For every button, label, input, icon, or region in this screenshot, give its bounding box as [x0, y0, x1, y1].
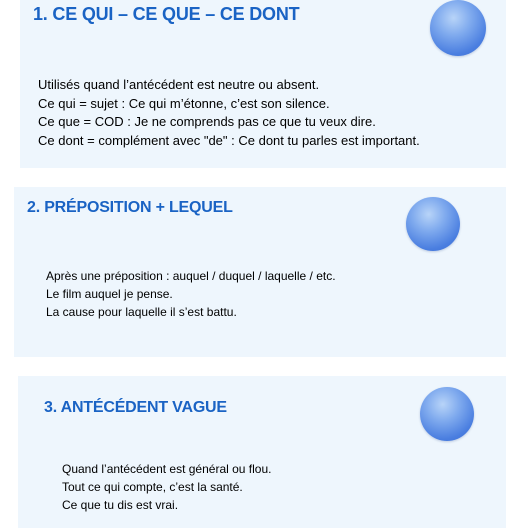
section-line: Ce que tu dis est vrai.	[62, 498, 179, 512]
section-line: La cause pour laquelle il s’est battu.	[46, 305, 237, 319]
section-title: 1. CE QUI – CE QUE – CE DONT	[33, 4, 300, 24]
blue-sphere-icon	[420, 387, 474, 441]
section-line: Quand l’antécédent est général ou flou.	[62, 462, 272, 476]
section-card-ce-qui-ce-que-ce-dont	[20, 0, 506, 168]
blue-sphere-icon	[406, 197, 460, 251]
section-body	[46, 267, 336, 321]
section-line: Après une préposition : auquel / duquel / laquelle / etc.	[46, 269, 336, 283]
section-line: Le film auquel je pense.	[46, 287, 173, 301]
section-title: 2. PRÉPOSITION + LEQUEL	[27, 199, 233, 216]
section-line: Ce que = COD : Je ne comprends pas ce que tu veux dire.	[38, 114, 376, 129]
section-line: Ce qui = sujet : Ce qui m’étonne, c’est son silence.	[38, 95, 330, 111]
section-card-antecedent-vague	[18, 376, 506, 528]
section-body	[38, 76, 420, 150]
section-card-preposition-lequel	[14, 187, 506, 357]
section-line: Ce dont = complément avec "de" : Ce dont tu parles est important.	[38, 132, 420, 148]
section-title: 3. ANTÉCÉDENT VAGUE	[44, 399, 227, 416]
section-line: Tout ce qui compte, c’est la santé.	[62, 480, 243, 494]
section-line: Utilisés quand l’antécédent est neutre ou absent.	[38, 77, 320, 92]
section-body	[62, 460, 271, 514]
blue-sphere-icon	[430, 0, 486, 56]
